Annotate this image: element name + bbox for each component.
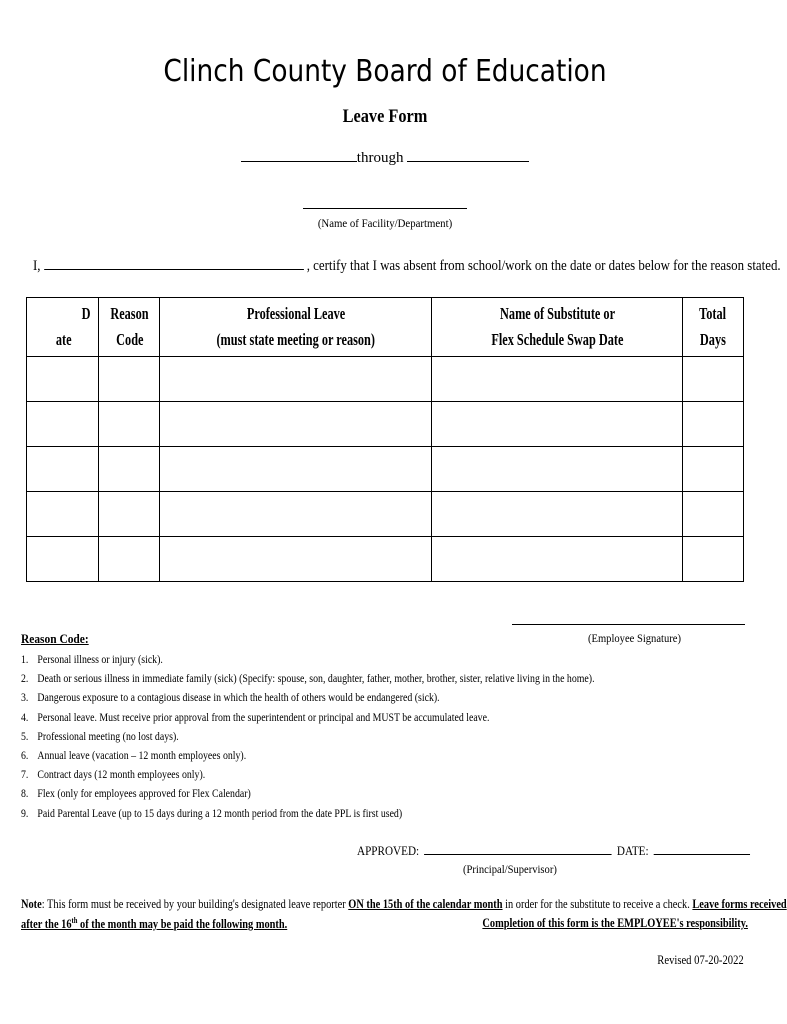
- date-range-row: [0, 150, 770, 167]
- approval-date-label: DATE:: [616, 843, 649, 858]
- total-days-cell[interactable]: [683, 357, 744, 402]
- reason-code-cell[interactable]: [99, 537, 160, 582]
- start-date-field[interactable]: [241, 161, 357, 162]
- late-forms-emphasis: Leave forms received: [692, 897, 787, 911]
- responsibility-note: Completion of this form is the EMPLOYEE's responsibility.: [482, 916, 748, 930]
- list-item: 3. Dangerous exposure to a contagious disease in which the health of others would be endangered (sick).: [21, 690, 440, 705]
- reason-code-cell[interactable]: [99, 357, 160, 402]
- substitute-cell[interactable]: [432, 492, 683, 537]
- employee-signature-field[interactable]: [512, 624, 745, 625]
- col-header-reason-code: Reason Code: [99, 298, 160, 357]
- facility-caption: (Name of Facility/Department): [317, 216, 453, 230]
- through-label: through: [356, 150, 404, 166]
- table-row: [27, 492, 744, 537]
- deadline-emphasis: ON the 15th of the calendar month: [348, 897, 503, 911]
- list-item: 5. Professional meeting (no lost days).: [21, 728, 179, 743]
- professional-leave-cell[interactable]: [160, 447, 432, 492]
- principal-caption: (Principal/Supervisor): [463, 862, 557, 876]
- date-cell[interactable]: [27, 357, 99, 402]
- substitute-cell[interactable]: [432, 447, 683, 492]
- professional-leave-cell[interactable]: [160, 402, 432, 447]
- end-date-field[interactable]: [407, 161, 529, 162]
- reason-code-heading: Reason Code:: [21, 631, 89, 646]
- substitute-cell[interactable]: [432, 537, 683, 582]
- date-cell[interactable]: [27, 402, 99, 447]
- professional-leave-cell[interactable]: [160, 537, 432, 582]
- principal-signature-field[interactable]: [424, 854, 611, 855]
- approval-date-field[interactable]: [654, 854, 750, 855]
- note-label: Note: [21, 897, 42, 911]
- form-subtitle: Leave Form: [342, 106, 428, 127]
- table-row: [27, 447, 744, 492]
- table-header-row: [27, 298, 744, 357]
- approval-row: [357, 843, 750, 859]
- list-item: 2. Death or serious illness in immediate family (sick) (Specify: spouse, son, daughter, father, mother, brother, sister, relative living in the home).: [21, 671, 595, 686]
- total-days-cell[interactable]: [683, 537, 744, 582]
- col-header-total-days: Total Days: [683, 298, 744, 357]
- professional-leave-cell[interactable]: [160, 357, 432, 402]
- list-item: 9. Paid Parental Leave (up to 15 days during a 12 month period from the date PPL is first used): [21, 805, 403, 820]
- table-row: [27, 402, 744, 447]
- reason-code-list: [21, 650, 720, 823]
- revision-date: Revised 07-20-2022: [657, 953, 744, 967]
- reason-code-cell[interactable]: [99, 492, 160, 537]
- col-header-professional-leave: Professional Leave (must state meeting or reason): [160, 298, 432, 357]
- table-row: [27, 537, 744, 582]
- reason-code-cell[interactable]: [99, 402, 160, 447]
- leave-table: [26, 297, 744, 582]
- reason-code-cell[interactable]: [99, 447, 160, 492]
- list-item: 8. Flex (only for employees approved for Flex Calendar): [21, 786, 251, 801]
- total-days-cell[interactable]: [683, 402, 744, 447]
- list-item: 7. Contract days (12 month employees only).: [21, 767, 206, 782]
- certify-statement: [33, 258, 781, 275]
- approved-label: APPROVED:: [357, 843, 420, 858]
- certify-suffix: , certify that I was absent from school/work on the date or dates below for the reason stated.: [306, 258, 781, 274]
- date-cell[interactable]: [27, 537, 99, 582]
- total-days-cell[interactable]: [683, 447, 744, 492]
- certify-prefix: I,: [33, 258, 41, 274]
- employee-name-field[interactable]: [44, 269, 304, 270]
- col-header-date: D ate: [27, 298, 99, 357]
- form-title: Clinch County Board of Education: [163, 54, 607, 89]
- table-row: [27, 357, 744, 402]
- note-line-2: after the 16th of the month may be paid the following month.: [21, 916, 288, 932]
- professional-leave-cell[interactable]: [160, 492, 432, 537]
- list-item: 1. Personal illness or injury (sick).: [21, 652, 163, 666]
- substitute-cell[interactable]: [432, 402, 683, 447]
- facility-field[interactable]: [303, 208, 467, 209]
- list-item: 4. Personal leave. Must receive prior approval from the superintendent or principal and MUST be accumulated leave.: [21, 709, 490, 724]
- col-header-substitute: Name of Substitute or Flex Schedule Swap Date: [432, 298, 683, 357]
- list-item: 6. Annual leave (vacation – 12 month employees only).: [21, 748, 247, 763]
- date-cell[interactable]: [27, 447, 99, 492]
- date-cell[interactable]: [27, 492, 99, 537]
- employee-signature-caption: (Employee Signature): [588, 631, 681, 645]
- note-line-1: Note: This form must be received by your building's designated leave reporter ON the 15th of the calendar month in order for the substitute to receive a check. Leave forms received: [21, 897, 787, 911]
- total-days-cell[interactable]: [683, 492, 744, 537]
- substitute-cell[interactable]: [432, 357, 683, 402]
